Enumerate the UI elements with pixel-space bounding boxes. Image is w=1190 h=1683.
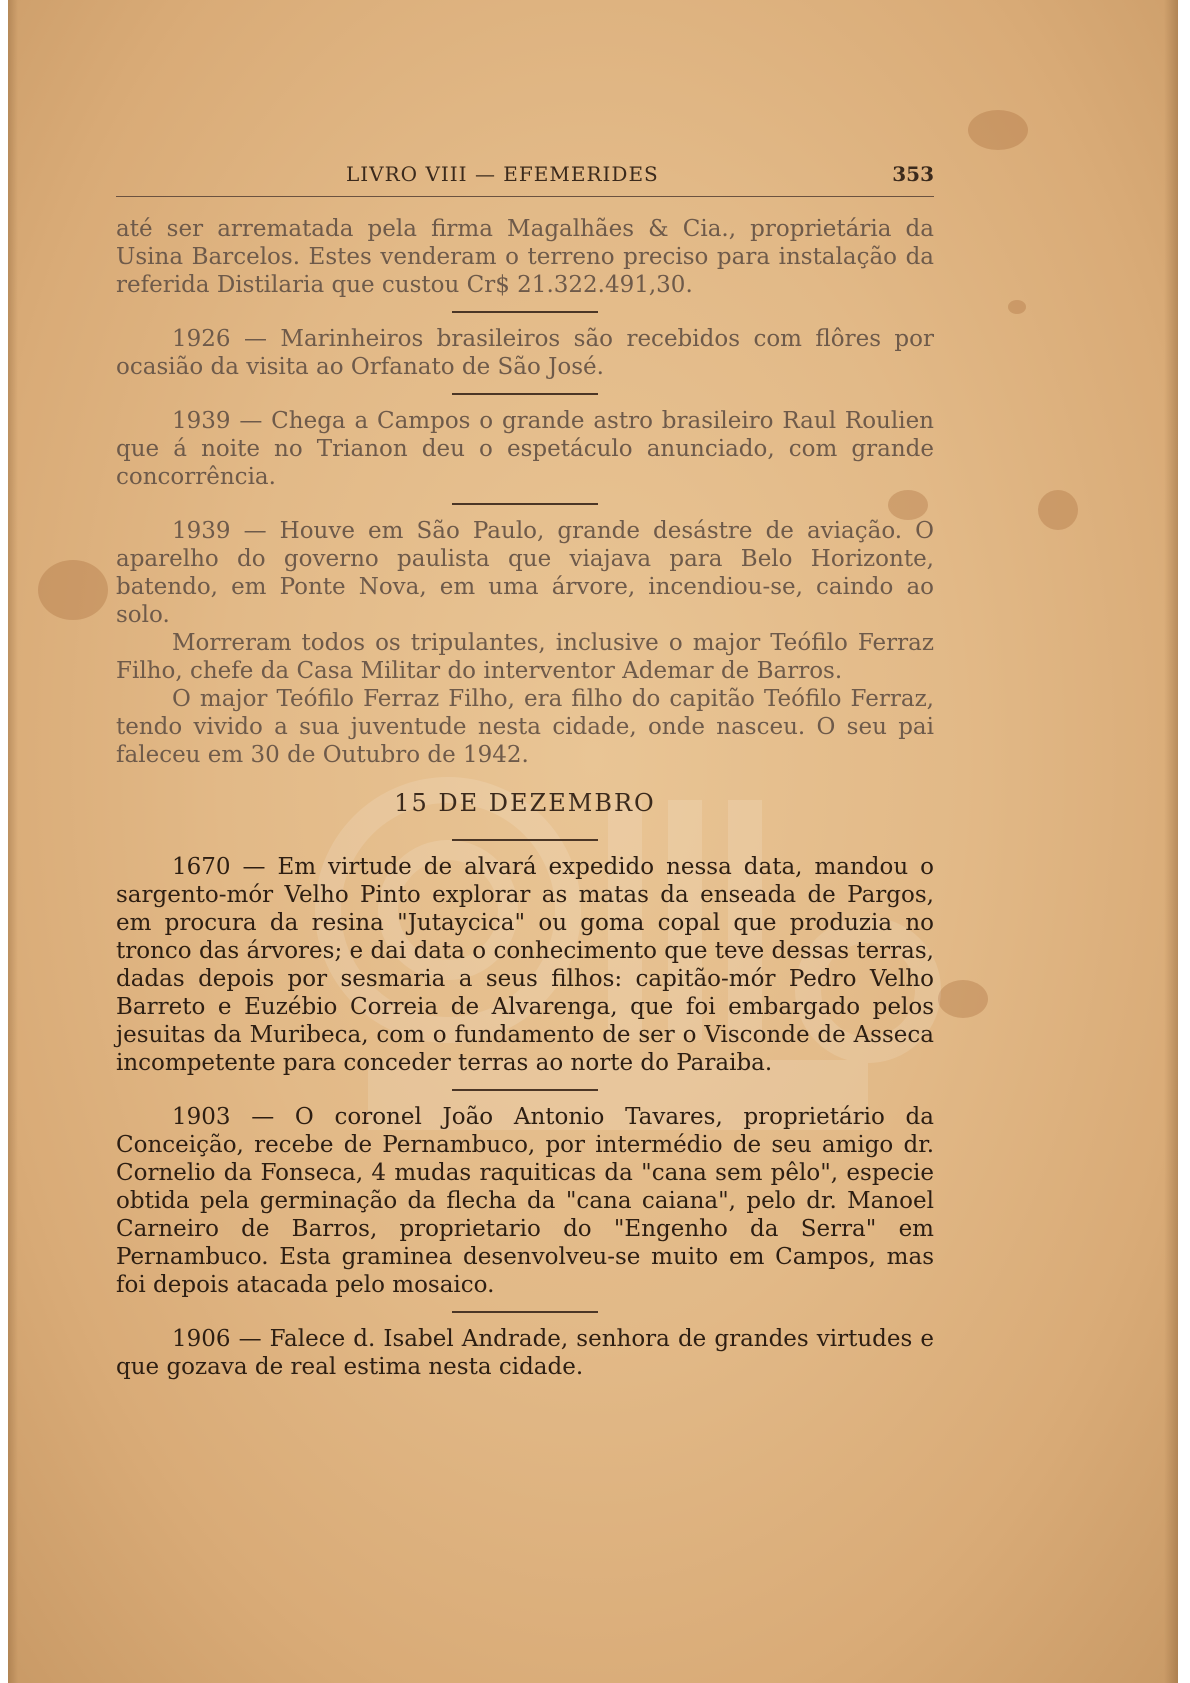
page-number: 353 [892,162,934,186]
entry-paragraph: 1926 — Marinheiros brasileiros são recebidos com flôres por ocasião da visita ao Orfanato de São José. [116,326,934,380]
page-body [116,215,934,1381]
entry-paragraph: 1939 — Chega a Campos o grande astro brasileiro Raul Roulien que á noite no Trianon deu o espetáculo anunciado, com grande concorrência. [116,408,934,490]
date-heading: 15 DE DEZEMBRO [394,789,656,817]
entry-block [116,853,934,1077]
running-header [116,160,934,197]
entry-paragraph: 1670 — Em virtude de alvará expedido nessa data, mandou o sargento-mór Velho Pinto explorar as matas da enseada de Pargos, em procura da resina "Jutaycica" ou goma copal que produzia no tronco das árvores; e dai data o conhecimento que teve dessas terras, dadas depois por sesmaria a seus filhos: capitão-mór Pedro Velho Barreto e Euzébio Correia de Alvarenga, que foi embargado pelos jesuitas da Muribeca, com o fundamento de ser o Visconde de Asseca incompetente para conceder terras ao norte do Paraiba. [116,854,934,1076]
entry-separator-rule [452,1089,598,1091]
intro-paragraph: até ser arrematada pela firma Magalhães & Cia., proprietária da Usina Barcelos. Estes venderam o terreno preciso para instalação da referida Distilaria que custou Cr$ 21.322.491,30. [116,216,934,298]
page-right-edge-shadow [1164,0,1178,1683]
stain-spot [1008,300,1026,314]
stain-spot [1038,490,1078,530]
entry-block [116,1103,934,1299]
entries-before-heading [116,311,934,769]
entry-block [116,1325,934,1381]
header-title: LIVRO VIII — EFEMERIDES [346,162,659,186]
entry-paragraph: 1906 — Falece d. Isabel Andrade, senhora de grandes virtudes e que gozava de real estima nesta cidade. [116,1326,934,1380]
entry-paragraph: 1939 — Houve em São Paulo, grande desástre de aviação. O aparelho do governo paulista que viajava para Belo Horizonte, batendo, em Ponte Nova, em uma árvore, incendiou-se, caindo ao solo. [116,518,934,628]
entries-after-heading [116,839,934,1381]
scanned-page [8,0,1178,1683]
entry-block [116,407,934,491]
entry-separator-rule [452,839,598,841]
entry-paragraph: O major Teófilo Ferraz Filho, era filho do capitão Teófilo Ferraz, tendo vivido a sua juventude nesta cidade, onde nasceu. O seu pai faleceu em 30 de Outubro de 1942. [116,686,934,768]
stain-spot [938,980,988,1018]
entry-block [116,325,934,381]
entry-paragraph: Morreram todos os tripulantes, inclusive o major Teófilo Ferraz Filho, chefe da Casa Militar do interventor Ademar de Barros. [116,630,934,684]
entry-paragraph: 1903 — O coronel João Antonio Tavares, proprietário da Conceição, recebe de Pernambuco, por intermédio de seu amigo dr. Cornelio da Fonseca, 4 mudas raquiticas da "cana sem pêlo", especie obtida pela germinação da flecha da "cana caiana", pelo dr. Manoel Carneiro de Barros, proprietario do "Engenho da Serra" em Pernambuco. Esta graminea desenvolveu-se muito em Campos, mas foi depois atacada pelo mosaico. [116,1104,934,1298]
page-left-edge-shadow [8,0,18,1683]
stain-spot [38,560,108,620]
entry-separator-rule [452,311,598,313]
entry-separator-rule [452,1311,598,1313]
stain-spot [968,110,1028,150]
entry-separator-rule [452,393,598,395]
entry-block [116,517,934,769]
entry-separator-rule [452,503,598,505]
